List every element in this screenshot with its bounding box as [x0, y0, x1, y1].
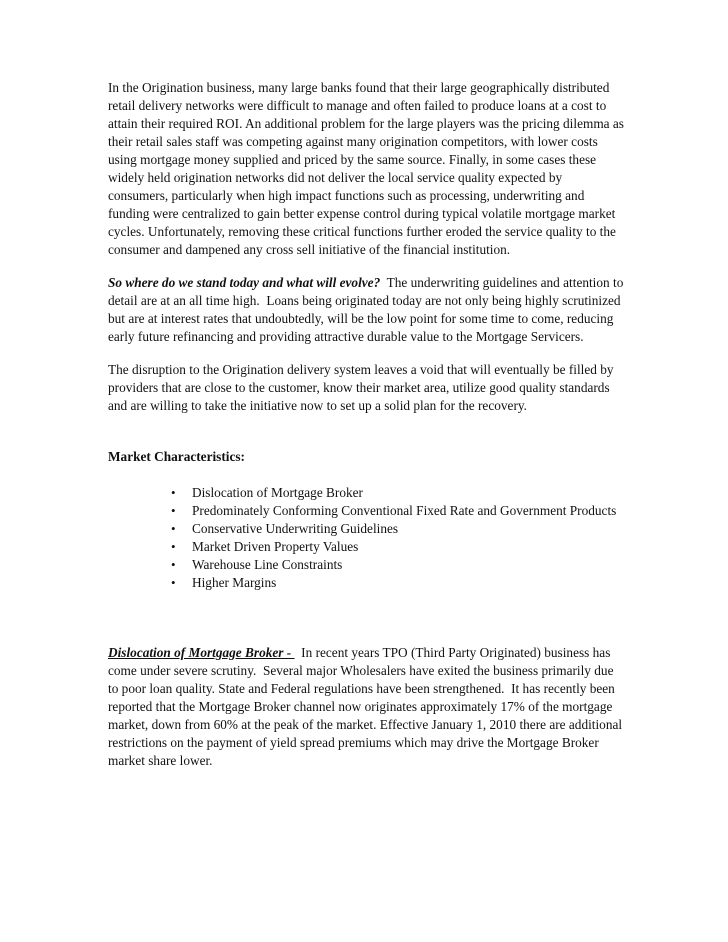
- list-item: [108, 538, 624, 556]
- list-item-text: Dislocation of Mortgage Broker: [192, 485, 363, 500]
- section-heading-market-characteristics: Market Characteristics:: [108, 449, 245, 464]
- market-characteristics-list: [108, 484, 624, 592]
- paragraph-text: In the Origination business, many large banks found that their large geographically distributed retail delivery networks were difficult to manage and often failed to produce loans at a cost to attain their required ROI. An additional problem for the large players was the pricing dilemma as their retail sales staff was competing against many origination competitors, with lower costs using mortgage money supplied and priced by the same source. Finally, in some cases these widely held origination networks did not deliver the local service quality expected by consumers, particularly when high impact functions such as processing, underwriting and funding were centralized to gain better expense control during typical volatile mortgage market cycles. Unfortunately, removing these critical functions further eroded the service quality to the consumer and dampened any cross sell initiative of the financial institution.: [108, 80, 624, 257]
- list-item-text: Predominately Conforming Conventional Fixed Rate and Government Products: [192, 503, 617, 518]
- paragraph-text: The disruption to the Origination delivery system leaves a void that will eventually be filled by providers that are close to the customer, know their market area, utilize good quality standards and are willing to take the initiative now to set up a solid plan for the recovery.: [108, 362, 614, 413]
- list-item: [108, 520, 624, 538]
- bullet-icon: •: [171, 521, 176, 536]
- list-item: [108, 502, 624, 520]
- list-item: [108, 556, 624, 574]
- list-item-text: Higher Margins: [192, 575, 277, 590]
- bullet-icon: •: [171, 557, 176, 572]
- list-item-text: Warehouse Line Constraints: [192, 557, 343, 572]
- paragraph-lead-question: So where do we stand today and what will evolve?: [108, 275, 381, 290]
- list-item-text: Conservative Underwriting Guidelines: [192, 521, 399, 536]
- bullet-icon: •: [171, 539, 176, 554]
- list-item: [108, 484, 624, 502]
- bullet-icon: •: [171, 503, 176, 518]
- paragraph-text: The underwriting guidelines and attention to detail are at an all time high. Loans being originated today are not only being highly scrutinized but are at interest rates that undoubtedly, will be the low point for some time to come, reducing early future refinancing and providing attractive durable value to the Mortgage Servicers.: [108, 275, 627, 344]
- list-item-text: Market Driven Property Values: [192, 539, 359, 554]
- paragraph-where-we-stand: [108, 274, 627, 346]
- bullet-icon: •: [171, 575, 176, 590]
- paragraph-origination-business: [108, 79, 624, 259]
- list-item: [108, 574, 624, 592]
- document-page: [108, 79, 627, 785]
- paragraph-dislocation-of-mortgage-broker: [108, 644, 624, 770]
- paragraph-lead-heading: Dislocation of Mortgage Broker -: [108, 645, 295, 660]
- paragraph-text: In recent years TPO (Third Party Originated) business has come under severe scrutiny. Several major Wholesalers have exited the business primarily due to poor loan quality. State and Federal regulations have been strengthened. It has recently been reported that the Mortgage Broker channel now originates approximately 17% of the mortgage market, down from 60% at the peak of the market. Effective January 1, 2010 there are additional restrictions on the payment of yield spread premiums which may drive the Mortgage Broker market share lower.: [108, 645, 626, 768]
- paragraph-disruption: [108, 361, 624, 415]
- bullet-icon: •: [171, 485, 176, 500]
